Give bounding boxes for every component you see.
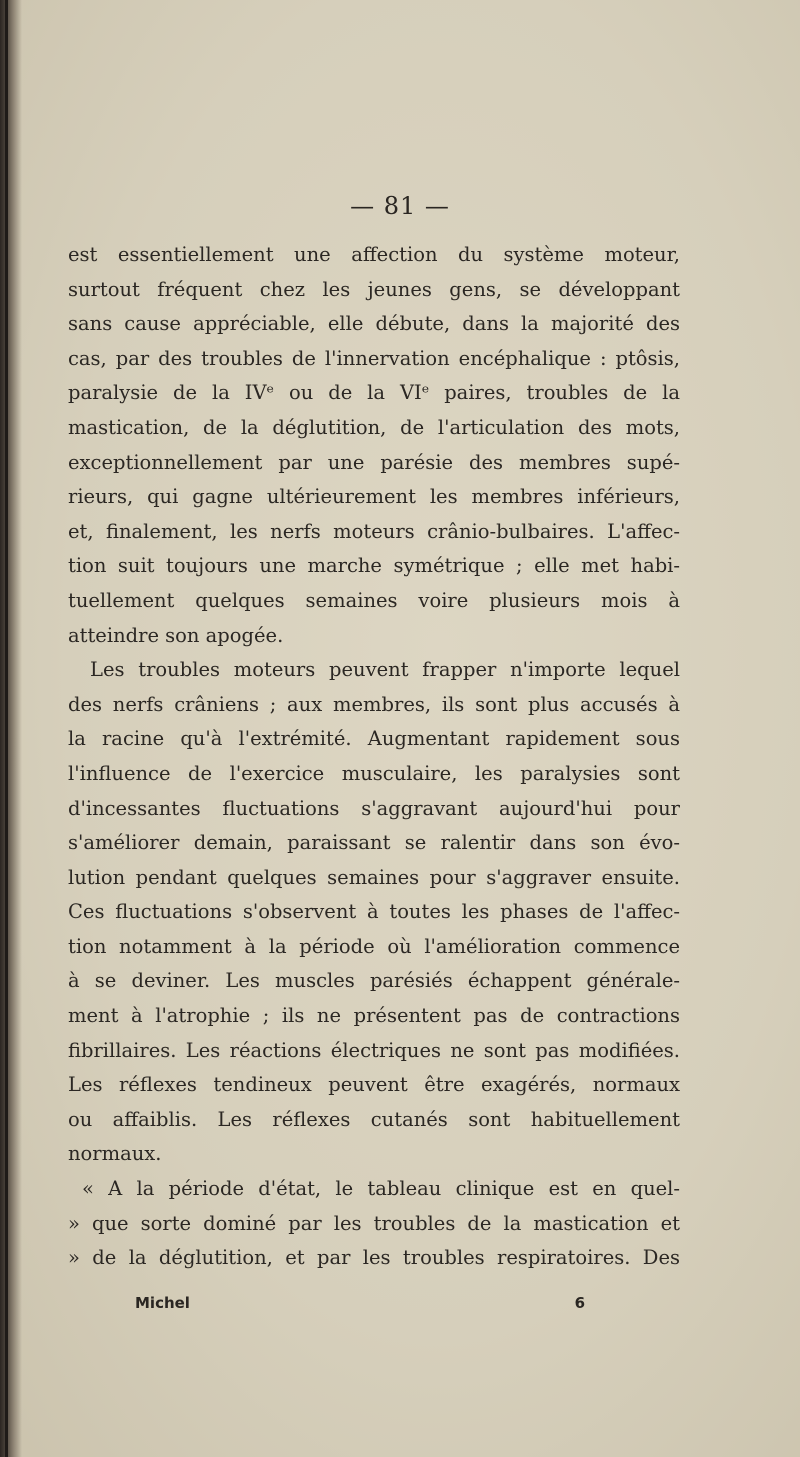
text-line: et, finalement, les nerfs moteurs crânio-bulbaires. L'affec- xyxy=(68,519,680,543)
text-line: atteindre son apogée. xyxy=(68,623,284,647)
signature-number: 6 xyxy=(574,1294,585,1312)
text-line: exceptionnellement par une parésie des membres supé- xyxy=(68,450,680,474)
text-line: paralysie de la IVᵉ ou de la VIᵉ paires, troubles de la xyxy=(68,381,680,405)
text-line: ment à l'atrophie ; ils ne présentent pas de contractions xyxy=(68,1004,680,1028)
text-line: tion suit toujours une marche symétrique ; elle met habi- xyxy=(68,554,680,578)
text-line: d'incessantes fluctuations s'aggravant aujourd'hui pour xyxy=(68,796,680,820)
text-line: tion notamment à la période où l'amélioration commence xyxy=(68,934,680,958)
text-line: fibrillaires. Les réactions électriques ne sont pas modifiées. xyxy=(68,1038,680,1062)
text-line: ou affaiblis. Les réflexes cutanés sont habituellement xyxy=(68,1107,680,1131)
printer-signature: Michel xyxy=(135,1294,190,1312)
text-line: tuellement quelques semaines voire plusieurs mois à xyxy=(68,588,680,612)
text-line: à se deviner. Les muscles parésiés échappent générale- xyxy=(68,969,680,993)
text-line: » de la déglutition, et par les troubles respiratoires. Des xyxy=(68,1246,680,1270)
text-line: rieurs, qui gagne ultérieurement les membres inférieurs, xyxy=(68,485,680,509)
text-line: mastication, de la déglutition, de l'articulation des mots, xyxy=(68,415,680,439)
text-line: Les troubles moteurs peuvent frapper n'importe lequel xyxy=(90,658,680,682)
text-line: » que sorte dominé par les troubles de la mastication et xyxy=(68,1211,680,1235)
text-line: s'améliorer demain, paraissant se ralentir dans son évo- xyxy=(68,831,680,855)
text-line: cas, par des troubles de l'innervation encéphalique : ptôsis, xyxy=(68,346,680,370)
text-line: des nerfs crâniens ; aux membres, ils sont plus accusés à xyxy=(68,692,680,716)
text-line: sans cause appréciable, elle débute, dans la majorité des xyxy=(68,312,680,336)
text-line: la racine qu'à l'extrémité. Augmentant rapidement sous xyxy=(68,727,680,751)
page-number: — 81 — xyxy=(350,192,450,220)
body-text xyxy=(68,238,680,1276)
text-line: Les réflexes tendineux peuvent être exagérés, normaux xyxy=(68,1073,680,1097)
text-line: est essentiellement une affection du système moteur, xyxy=(68,243,680,266)
text-line: Ces fluctuations s'observent à toutes les phases de l'affec- xyxy=(68,900,680,924)
text-line: « A la période d'état, le tableau clinique est en quel- xyxy=(82,1177,680,1201)
text-line: surtout fréquent chez les jeunes gens, se développant xyxy=(68,277,680,301)
text-line: l'influence de l'exercice musculaire, les paralysies sont xyxy=(68,761,680,785)
text-line: lution pendant quelques semaines pour s'aggraver ensuite. xyxy=(68,865,680,889)
text-line: normaux. xyxy=(68,1142,162,1166)
